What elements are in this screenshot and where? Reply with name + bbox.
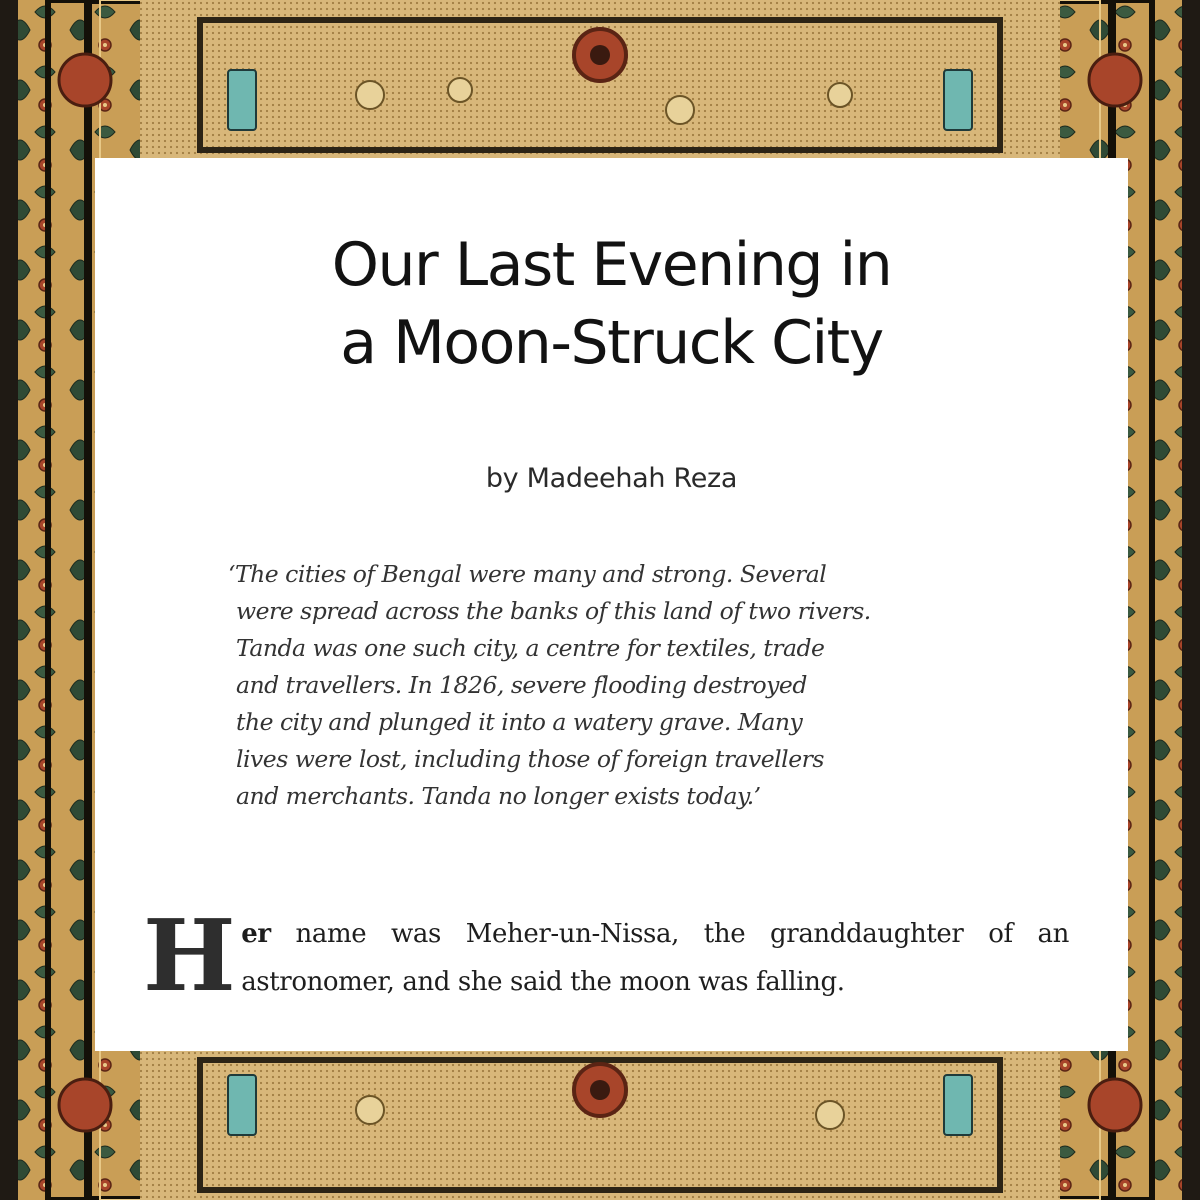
paragraph-text: name was Meher-un-Nissa, the granddaughter of an astronomer, and she said the moon was falling. [241, 919, 1069, 997]
epigraph-line: were spread across the banks of this land of two rivers. [236, 597, 871, 625]
title-line: a Moon-Struck City [340, 308, 883, 378]
story-card [95, 158, 1128, 1051]
epigraph-quote [228, 556, 1048, 815]
lead-in: er [241, 919, 271, 949]
epigraph-line: Tanda was one such city, a centre for textiles, trade [236, 634, 825, 662]
epigraph-line: and merchants. Tanda no longer exists today.’ [236, 782, 761, 810]
epigraph-line: and travellers. In 1826, severe flooding destroyed [236, 671, 807, 699]
author-byline: by Madeehah Reza [485, 463, 738, 494]
epigraph-line: the city and plunged it into a watery grave. Many [236, 708, 803, 736]
story-title [95, 226, 1128, 382]
epigraph-line: ‘The cities of Bengal were many and strong. Several [228, 560, 827, 588]
opening-paragraph [143, 899, 1069, 1014]
title-line: Our Last Evening in [331, 230, 892, 300]
drop-cap: H [143, 899, 236, 1014]
epigraph-line: lives were lost, including those of foreign travellers [236, 745, 824, 773]
